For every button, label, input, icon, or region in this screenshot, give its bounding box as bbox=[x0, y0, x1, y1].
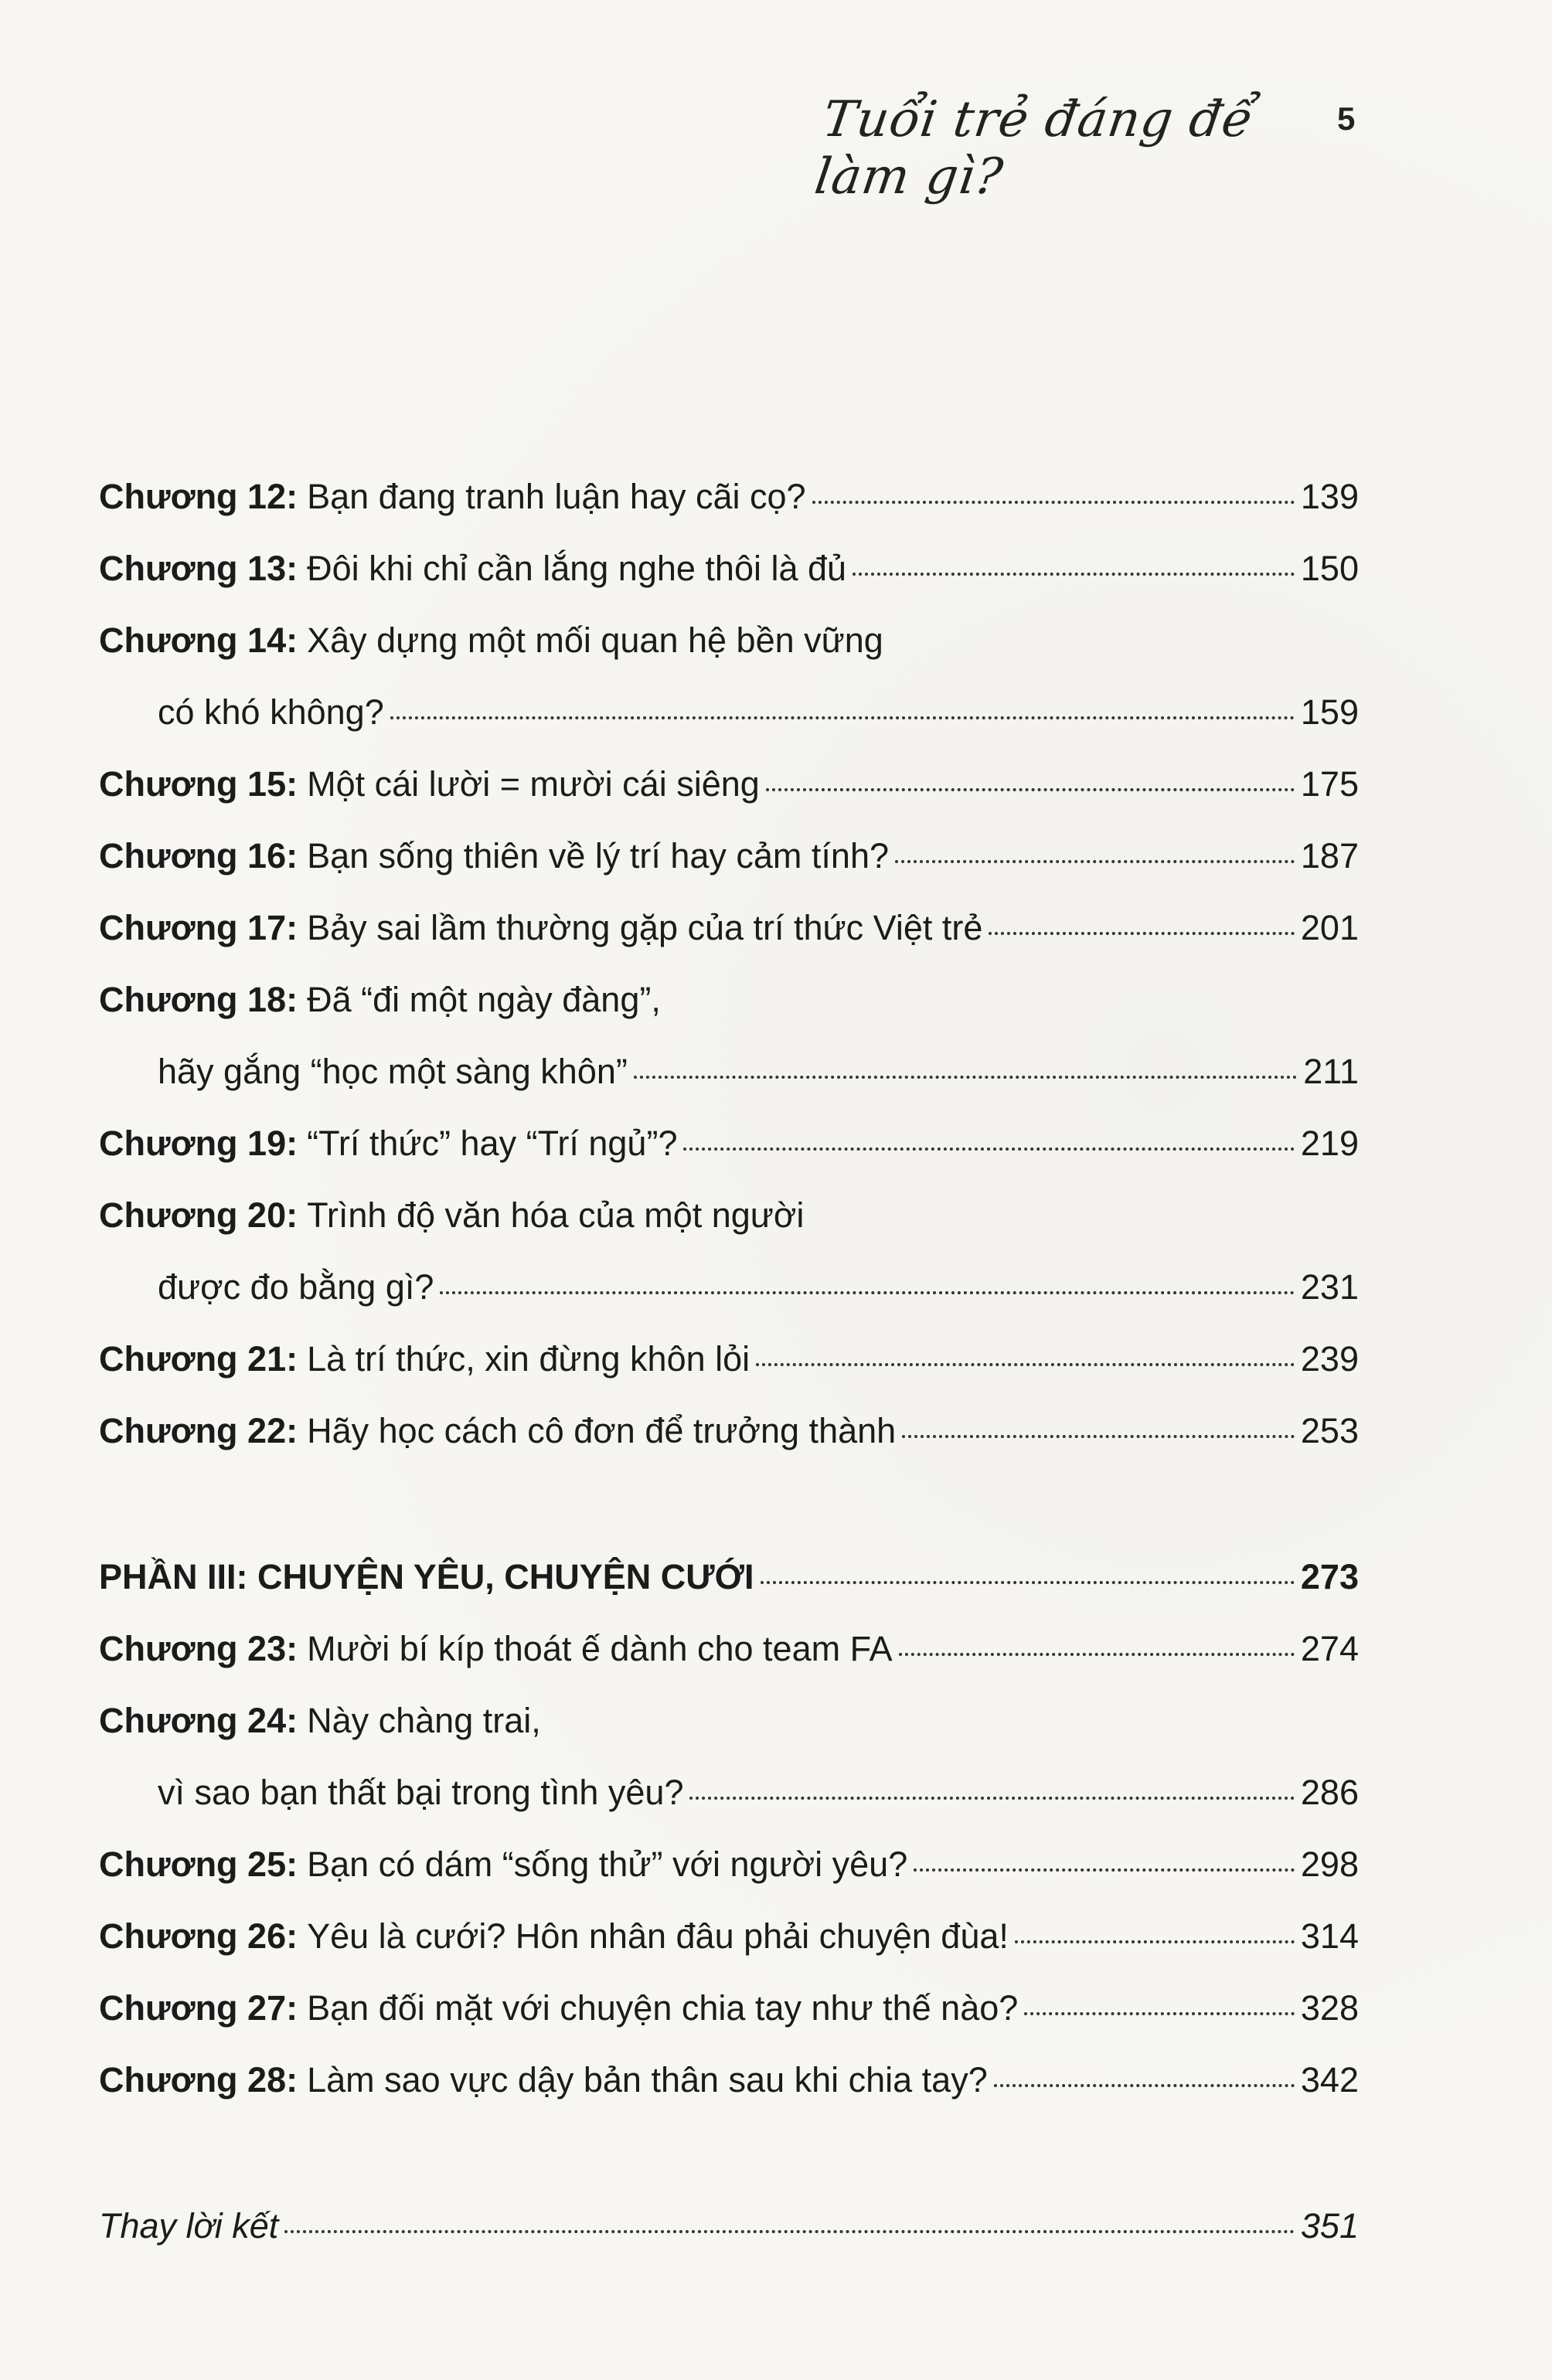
chapter-label: Chương 22: bbox=[99, 1411, 298, 1450]
page-reference: 187 bbox=[1300, 836, 1359, 876]
page-reference: 139 bbox=[1300, 477, 1359, 516]
page-number: 5 bbox=[1337, 100, 1356, 137]
chapter-title: Bạn đang tranh luận hay cãi cọ? bbox=[307, 477, 806, 516]
chapter-title-continued: vì sao bạn thất bại trong tình yêu? bbox=[158, 1773, 684, 1812]
chapter-label: Chương 17: bbox=[99, 908, 298, 947]
chapter-label: Chương 26: bbox=[99, 1916, 298, 1956]
chapter-label: Chương 13: bbox=[99, 549, 298, 588]
toc-entry-chapter-27 bbox=[99, 1972, 1359, 2044]
running-head bbox=[804, 91, 1360, 206]
toc-entry-closing bbox=[99, 2190, 1359, 2262]
dot-leader bbox=[689, 1797, 1294, 1800]
dot-leader bbox=[853, 573, 1295, 576]
toc-entry-chapter-14 bbox=[99, 604, 1359, 676]
chapter-label: Chương 24: bbox=[99, 1701, 298, 1740]
page-reference: 159 bbox=[1300, 692, 1359, 732]
chapter-title: “Trí thức” hay “Trí ngủ”? bbox=[307, 1124, 678, 1163]
section-spacer bbox=[99, 2116, 1359, 2190]
toc-entry-chapter-25 bbox=[99, 1828, 1359, 1900]
toc-entry-chapter-15 bbox=[99, 748, 1359, 820]
page-reference: 274 bbox=[1300, 1629, 1359, 1668]
toc-entry-part-3 bbox=[99, 1541, 1359, 1613]
dot-leader bbox=[1015, 1940, 1295, 1943]
dot-leader bbox=[1024, 2012, 1295, 2015]
chapter-title: Hãy học cách cô đơn để trưởng thành bbox=[307, 1411, 897, 1450]
chapter-label: Chương 20: bbox=[99, 1195, 298, 1235]
page-reference: 201 bbox=[1300, 908, 1359, 947]
toc-entry-chapter-28 bbox=[99, 2044, 1359, 2116]
page-reference: 175 bbox=[1300, 764, 1359, 804]
table-of-contents bbox=[99, 461, 1359, 2262]
toc-entry-chapter-18-continued bbox=[99, 1035, 1359, 1107]
chapter-label: Chương 21: bbox=[99, 1339, 298, 1379]
chapter-label: Chương 12: bbox=[99, 477, 298, 516]
chapter-title: Trình độ văn hóa của một người bbox=[307, 1195, 805, 1235]
toc-entry-chapter-21 bbox=[99, 1323, 1359, 1395]
page-reference: 231 bbox=[1300, 1267, 1359, 1307]
dot-leader bbox=[914, 1868, 1295, 1872]
dot-leader bbox=[895, 860, 1295, 863]
chapter-label: Chương 28: bbox=[99, 2060, 298, 2100]
book-title: Tuổi trẻ đáng để làm gì? bbox=[811, 91, 1258, 206]
page-reference: 328 bbox=[1300, 1988, 1359, 2028]
toc-entry-chapter-16 bbox=[99, 820, 1359, 892]
page-reference: 150 bbox=[1300, 549, 1359, 588]
chapter-label: Chương 18: bbox=[99, 980, 298, 1019]
page-reference: 351 bbox=[1300, 2206, 1359, 2246]
chapter-title: Làm sao vực dậy bản thân sau khi chia tay? bbox=[307, 2060, 988, 2100]
toc-entry-chapter-14-continued bbox=[99, 676, 1359, 748]
dot-leader bbox=[994, 2084, 1295, 2087]
dot-leader bbox=[284, 2230, 1295, 2233]
page-reference: 286 bbox=[1300, 1773, 1359, 1812]
chapter-title: Đôi khi chỉ cần lắng nghe thôi là đủ bbox=[307, 549, 847, 588]
page-reference: 219 bbox=[1300, 1124, 1359, 1163]
page-reference: 273 bbox=[1300, 1557, 1359, 1596]
page-reference: 314 bbox=[1300, 1916, 1359, 1956]
chapter-title: Bạn sống thiên về lý trí hay cảm tính? bbox=[307, 836, 890, 876]
chapter-title: Bạn có dám “sống thử” với người yêu? bbox=[307, 1844, 908, 1884]
chapter-title: Bảy sai lầm thường gặp của trí thức Việt trẻ bbox=[307, 908, 983, 947]
toc-entry-chapter-12 bbox=[99, 461, 1359, 532]
dot-leader bbox=[812, 501, 1295, 504]
dot-leader bbox=[902, 1435, 1295, 1438]
page-reference: 342 bbox=[1300, 2060, 1359, 2100]
chapter-title-continued: có khó không? bbox=[158, 692, 384, 732]
dot-leader bbox=[634, 1076, 1297, 1079]
toc-entry-chapter-17 bbox=[99, 892, 1359, 964]
page-reference: 253 bbox=[1300, 1411, 1359, 1450]
toc-entry-chapter-26 bbox=[99, 1900, 1359, 1972]
toc-entry-chapter-13 bbox=[99, 532, 1359, 604]
toc-entry-chapter-20 bbox=[99, 1179, 1359, 1251]
chapter-label: Chương 25: bbox=[99, 1844, 298, 1884]
chapter-title: Đã “đi một ngày đàng”, bbox=[307, 980, 661, 1019]
chapter-label: Chương 23: bbox=[99, 1629, 298, 1668]
toc-entry-chapter-24-continued bbox=[99, 1756, 1359, 1828]
chapter-title: Một cái lười = mười cái siêng bbox=[307, 764, 760, 804]
dot-leader bbox=[766, 788, 1295, 791]
toc-entry-chapter-20-continued bbox=[99, 1251, 1359, 1323]
closing-title: Thay lời kết bbox=[99, 2206, 279, 2246]
toc-entry-chapter-23 bbox=[99, 1613, 1359, 1685]
page-reference: 298 bbox=[1300, 1844, 1359, 1884]
section-spacer bbox=[99, 1467, 1359, 1541]
chapter-title-continued: được đo bằng gì? bbox=[158, 1267, 434, 1307]
page-reference: 211 bbox=[1303, 1052, 1359, 1091]
part-title: PHẦN III: CHUYỆN YÊU, CHUYỆN CƯỚI bbox=[99, 1557, 754, 1596]
page-reference: 239 bbox=[1300, 1339, 1359, 1379]
toc-entry-chapter-24 bbox=[99, 1685, 1359, 1756]
dot-leader bbox=[761, 1581, 1295, 1584]
chapter-title: Xây dựng một mối quan hệ bền vững bbox=[307, 620, 883, 660]
chapter-title: Là trí thức, xin đừng khôn lỏi bbox=[307, 1339, 750, 1379]
chapter-label: Chương 14: bbox=[99, 620, 298, 660]
chapter-title: Bạn đối mặt với chuyện chia tay như thế nào? bbox=[307, 1988, 1019, 2028]
chapter-label: Chương 15: bbox=[99, 764, 298, 804]
chapter-title: Yêu là cưới? Hôn nhân đâu phải chuyện đùa! bbox=[307, 1916, 1009, 1956]
toc-entry-chapter-18 bbox=[99, 964, 1359, 1035]
dot-leader bbox=[899, 1653, 1295, 1656]
dot-leader bbox=[440, 1291, 1295, 1294]
dot-leader bbox=[683, 1148, 1294, 1151]
toc-entry-chapter-19 bbox=[99, 1107, 1359, 1179]
chapter-label: Chương 16: bbox=[99, 836, 298, 876]
dot-leader bbox=[390, 716, 1295, 719]
chapter-title-continued: hãy gắng “học một sàng khôn” bbox=[158, 1052, 628, 1091]
chapter-title: Này chàng trai, bbox=[307, 1701, 541, 1740]
toc-entry-chapter-22 bbox=[99, 1395, 1359, 1467]
dot-leader bbox=[756, 1363, 1295, 1366]
chapter-label: Chương 19: bbox=[99, 1124, 298, 1163]
dot-leader bbox=[989, 932, 1294, 935]
chapter-title: Mười bí kíp thoát ế dành cho team FA bbox=[307, 1629, 893, 1668]
chapter-label: Chương 27: bbox=[99, 1988, 298, 2028]
